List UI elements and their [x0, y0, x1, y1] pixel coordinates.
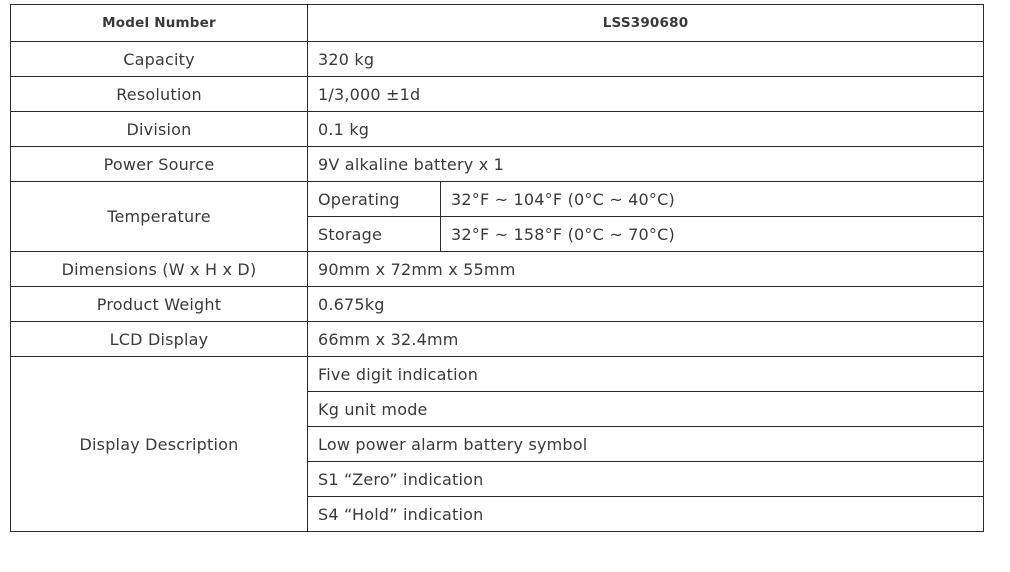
- specifications-table: [10, 4, 984, 532]
- temperature-label: Temperature: [11, 182, 308, 252]
- resolution-label: Resolution: [11, 77, 308, 112]
- table-row: [11, 182, 984, 217]
- temperature-operating-value: 32°F ~ 104°F (0°C ~ 40°C): [441, 182, 984, 217]
- capacity-value: 320 kg: [308, 42, 984, 77]
- temperature-storage-value: 32°F ~ 158°F (0°C ~ 70°C): [441, 217, 984, 252]
- display-description-item: S4 “Hold” indication: [308, 497, 984, 532]
- division-value: 0.1 kg: [308, 112, 984, 147]
- header-model-number-label: Model Number: [11, 5, 308, 42]
- table-row: [11, 322, 984, 357]
- product-weight-label: Product Weight: [11, 287, 308, 322]
- division-label: Division: [11, 112, 308, 147]
- display-description-label: Display Description: [11, 357, 308, 532]
- dimensions-value: 90mm x 72mm x 55mm: [308, 252, 984, 287]
- power-source-label: Power Source: [11, 147, 308, 182]
- temperature-storage-label: Storage: [308, 217, 441, 252]
- resolution-value: 1/3,000 ±1d: [308, 77, 984, 112]
- table-row: [11, 42, 984, 77]
- header-model-number-value: LSS390680: [308, 5, 984, 42]
- lcd-display-value: 66mm x 32.4mm: [308, 322, 984, 357]
- table-row: [11, 252, 984, 287]
- capacity-label: Capacity: [11, 42, 308, 77]
- table-header-row: [11, 5, 984, 42]
- table-row: [11, 147, 984, 182]
- power-source-value: 9V alkaline battery x 1: [308, 147, 984, 182]
- table-row: [11, 77, 984, 112]
- display-description-item: Low power alarm battery symbol: [308, 427, 984, 462]
- display-description-item: S1 “Zero” indication: [308, 462, 984, 497]
- display-description-item: Kg unit mode: [308, 392, 984, 427]
- product-weight-value: 0.675kg: [308, 287, 984, 322]
- table-row: [11, 357, 984, 392]
- lcd-display-label: LCD Display: [11, 322, 308, 357]
- temperature-operating-label: Operating: [308, 182, 441, 217]
- table-row: [11, 112, 984, 147]
- table-row: [11, 287, 984, 322]
- display-description-item: Five digit indication: [308, 357, 984, 392]
- dimensions-label: Dimensions (W x H x D): [11, 252, 308, 287]
